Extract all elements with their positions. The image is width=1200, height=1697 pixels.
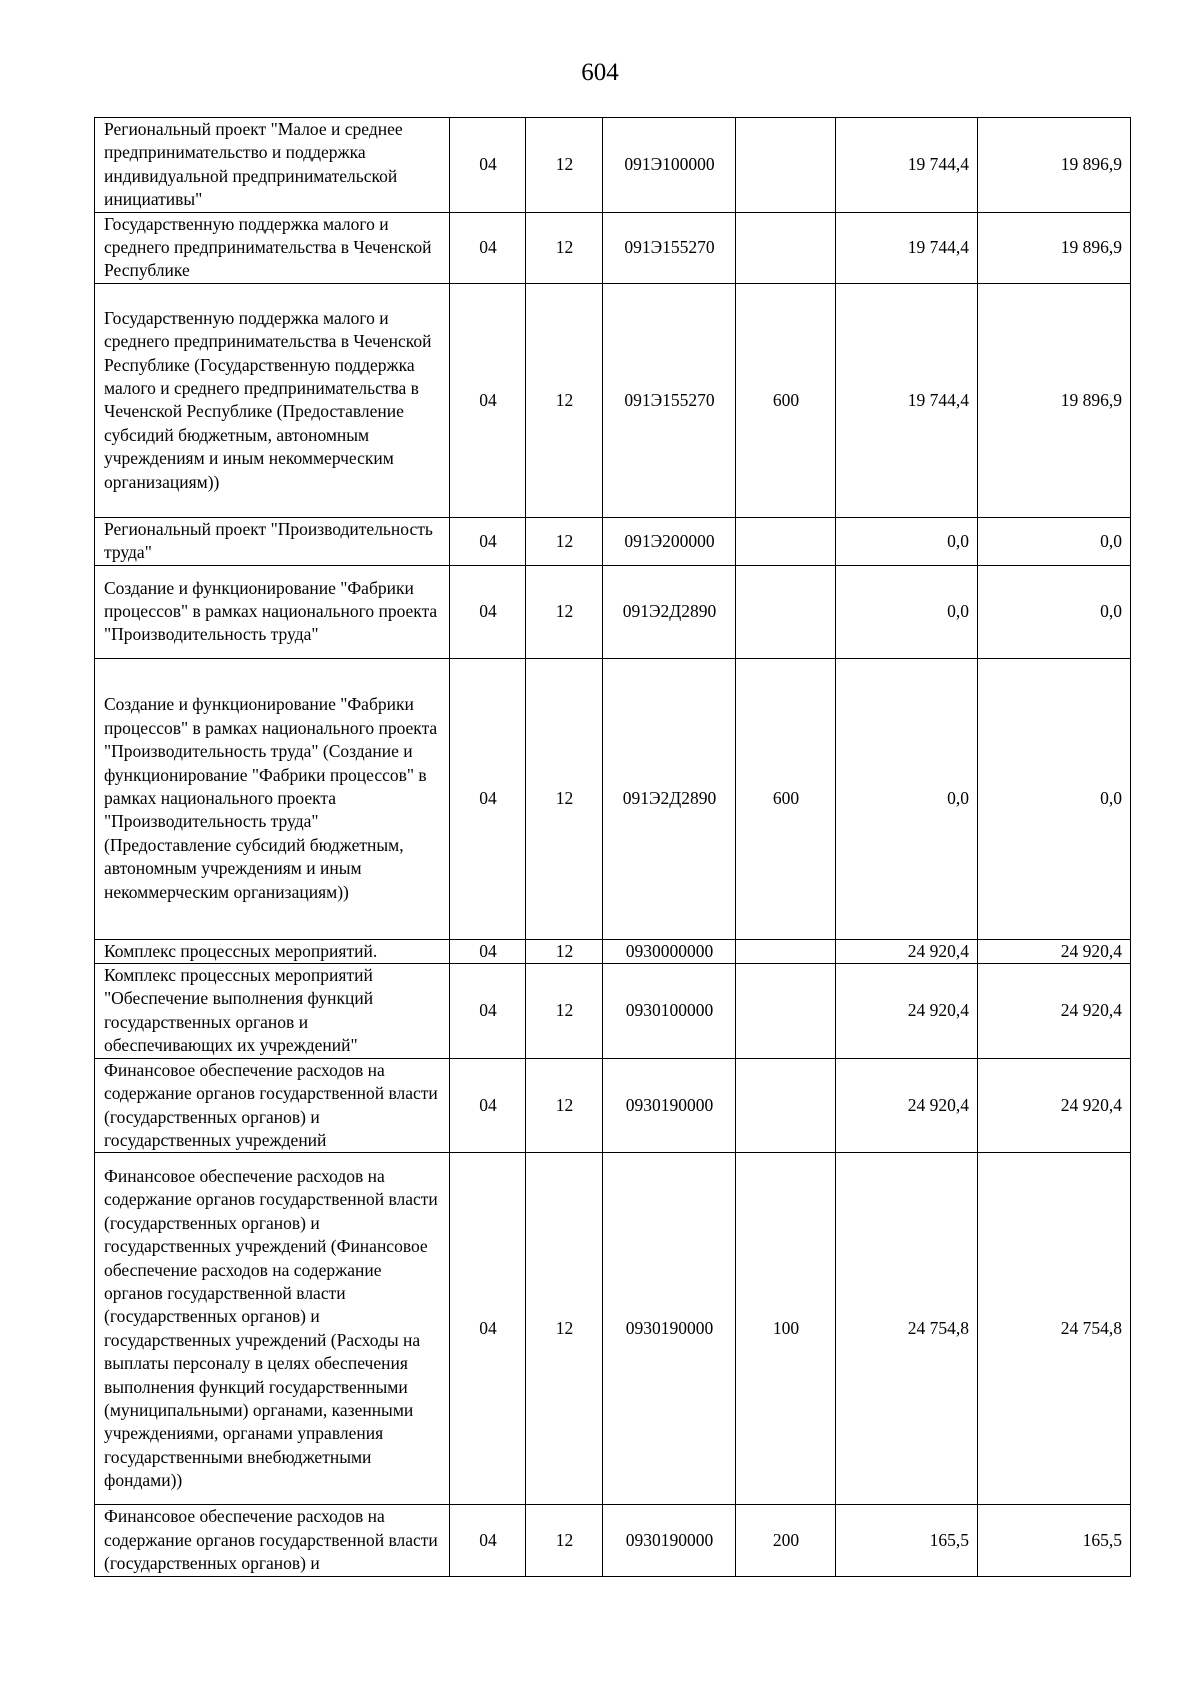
target-article-cell: 091Э155270 xyxy=(603,283,736,517)
target-article-cell: 091Э200000 xyxy=(603,517,736,565)
amount-year-2-cell: 24 754,8 xyxy=(978,1153,1131,1505)
target-article-cell: 0930000000 xyxy=(603,939,736,963)
target-article-cell: 0930100000 xyxy=(603,964,736,1059)
target-article-cell: 0930190000 xyxy=(603,1505,736,1576)
subsection-code-cell: 12 xyxy=(526,565,603,658)
amount-year-2-cell: 0,0 xyxy=(978,565,1131,658)
row-name-cell: Государственную поддержка малого и среднего предпринимательства в Чеченской Республике (Государственную поддержка малого и среднего предпринимательства в Чеченской Республике (Предоставление субсидий бюджетным, автономным учреждениям и иным некоммерческим организациям)) xyxy=(95,283,450,517)
subsection-code-cell: 12 xyxy=(526,658,603,939)
table-row xyxy=(95,1058,1131,1153)
section-code-cell: 04 xyxy=(450,212,526,283)
table-row xyxy=(95,565,1131,658)
target-article-cell: 091Э2Д2890 xyxy=(603,658,736,939)
amount-year-2-cell: 0,0 xyxy=(978,517,1131,565)
target-article-cell: 091Э155270 xyxy=(603,212,736,283)
subsection-code-cell: 12 xyxy=(526,283,603,517)
amount-year-2-cell: 0,0 xyxy=(978,658,1131,939)
expense-type-cell xyxy=(736,212,836,283)
amount-year-2-cell: 19 896,9 xyxy=(978,118,1131,213)
table-row xyxy=(95,658,1131,939)
amount-year-1-cell: 0,0 xyxy=(836,565,978,658)
expense-type-cell xyxy=(736,939,836,963)
section-code-cell: 04 xyxy=(450,658,526,939)
subsection-code-cell: 12 xyxy=(526,1058,603,1153)
subsection-code-cell: 12 xyxy=(526,1153,603,1505)
row-name-cell: Комплекс процессных мероприятий. xyxy=(95,939,450,963)
expense-type-cell: 100 xyxy=(736,1153,836,1505)
amount-year-1-cell: 165,5 xyxy=(836,1505,978,1576)
amount-year-1-cell: 24 920,4 xyxy=(836,939,978,963)
expense-type-cell xyxy=(736,118,836,213)
page-number: 604 xyxy=(581,59,619,86)
row-name-cell: Региональный проект "Производительность труда" xyxy=(95,517,450,565)
amount-year-2-cell: 165,5 xyxy=(978,1505,1131,1576)
target-article-cell: 091Э2Д2890 xyxy=(603,565,736,658)
table-row xyxy=(95,283,1131,517)
section-code-cell: 04 xyxy=(450,1153,526,1505)
amount-year-1-cell: 24 920,4 xyxy=(836,964,978,1059)
subsection-code-cell: 12 xyxy=(526,212,603,283)
table-row xyxy=(95,212,1131,283)
budget-table xyxy=(94,117,1131,1577)
expense-type-cell xyxy=(736,565,836,658)
amount-year-1-cell: 24 754,8 xyxy=(836,1153,978,1505)
amount-year-1-cell: 0,0 xyxy=(836,658,978,939)
row-name-cell: Комплекс процессных мероприятий "Обеспечение выполнения функций государственных органов и обеспечивающих их учреждений" xyxy=(95,964,450,1059)
target-article-cell: 0930190000 xyxy=(603,1153,736,1505)
table-row xyxy=(95,517,1131,565)
table-row xyxy=(95,1505,1131,1576)
amount-year-1-cell: 0,0 xyxy=(836,517,978,565)
section-code-cell: 04 xyxy=(450,517,526,565)
row-name-cell: Создание и функционирование "Фабрики процессов" в рамках национального проекта "Производительность труда" (Создание и функционирование "Фабрики процессов" в рамках национального проекта "Производительность труда" (Предоставление субсидий бюджетным, автономным учреждениям и иным некоммерческим организациям)) xyxy=(95,658,450,939)
section-code-cell: 04 xyxy=(450,565,526,658)
section-code-cell: 04 xyxy=(450,1505,526,1576)
amount-year-1-cell: 24 920,4 xyxy=(836,1058,978,1153)
amount-year-1-cell: 19 744,4 xyxy=(836,212,978,283)
row-name-cell: Региональный проект "Малое и среднее предпринимательство и поддержка индивидуальной предпринимательской инициативы" xyxy=(95,118,450,213)
expense-type-cell: 600 xyxy=(736,658,836,939)
target-article-cell: 0930190000 xyxy=(603,1058,736,1153)
table-row xyxy=(95,118,1131,213)
section-code-cell: 04 xyxy=(450,118,526,213)
table-row xyxy=(95,939,1131,963)
subsection-code-cell: 12 xyxy=(526,1505,603,1576)
expense-type-cell: 600 xyxy=(736,283,836,517)
target-article-cell: 091Э100000 xyxy=(603,118,736,213)
table-row xyxy=(95,1153,1131,1505)
subsection-code-cell: 12 xyxy=(526,118,603,213)
row-name-cell: Финансовое обеспечение расходов на содержание органов государственной власти (государственных органов) и государственных учреждений xyxy=(95,1058,450,1153)
section-code-cell: 04 xyxy=(450,939,526,963)
row-name-cell: Государственную поддержка малого и среднего предпринимательства в Чеченской Республике xyxy=(95,212,450,283)
expense-type-cell xyxy=(736,964,836,1059)
row-name-cell: Финансовое обеспечение расходов на содержание органов государственной власти (государственных органов) и xyxy=(95,1505,450,1576)
expense-type-cell: 200 xyxy=(736,1505,836,1576)
row-name-cell: Финансовое обеспечение расходов на содержание органов государственной власти (государственных органов) и государственных учреждений (Финансовое обеспечение расходов на содержание органов государственной власти (государственных органов) и государственных учреждений (Расходы на выплаты персоналу в целях обеспечения выполнения функций государственными (муниципальными) органами, казенными учреждениями, органами управления государственными внебюджетными фондами)) xyxy=(95,1153,450,1505)
section-code-cell: 04 xyxy=(450,283,526,517)
subsection-code-cell: 12 xyxy=(526,517,603,565)
section-code-cell: 04 xyxy=(450,1058,526,1153)
expense-type-cell xyxy=(736,1058,836,1153)
amount-year-2-cell: 19 896,9 xyxy=(978,212,1131,283)
row-name-cell: Создание и функционирование "Фабрики процессов" в рамках национального проекта "Производительность труда" xyxy=(95,565,450,658)
section-code-cell: 04 xyxy=(450,964,526,1059)
expense-type-cell xyxy=(736,517,836,565)
amount-year-2-cell: 19 896,9 xyxy=(978,283,1131,517)
subsection-code-cell: 12 xyxy=(526,939,603,963)
amount-year-1-cell: 19 744,4 xyxy=(836,118,978,213)
amount-year-1-cell: 19 744,4 xyxy=(836,283,978,517)
amount-year-2-cell: 24 920,4 xyxy=(978,939,1131,963)
amount-year-2-cell: 24 920,4 xyxy=(978,964,1131,1059)
amount-year-2-cell: 24 920,4 xyxy=(978,1058,1131,1153)
subsection-code-cell: 12 xyxy=(526,964,603,1059)
table-row xyxy=(95,964,1131,1059)
